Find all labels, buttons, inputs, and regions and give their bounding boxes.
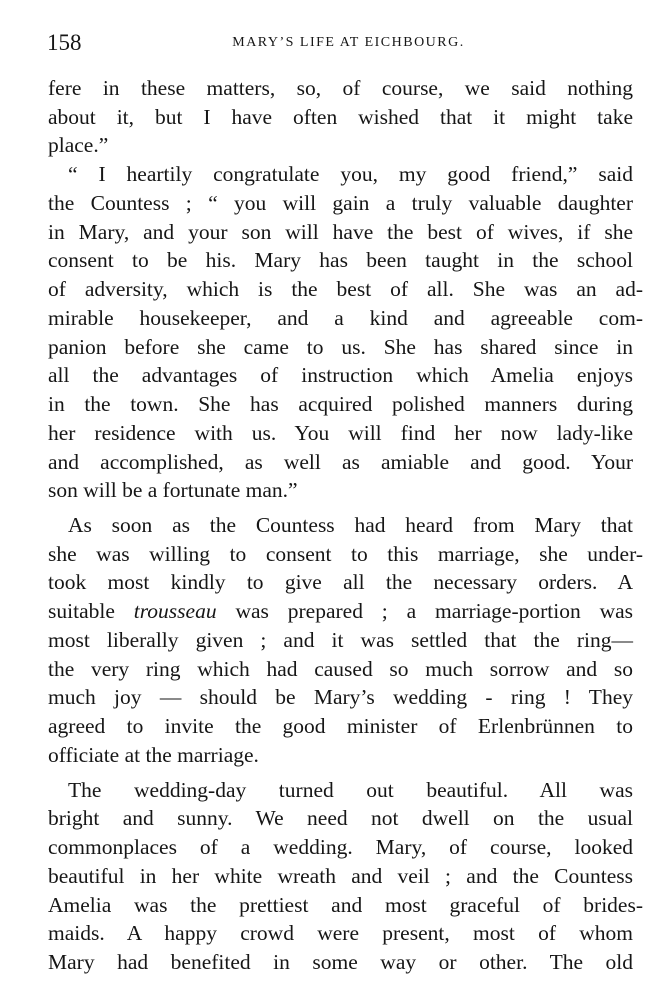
- paragraph: [48, 74, 633, 160]
- text-line: mirable housekeeper, and a kind and agreeable com-: [48, 305, 643, 330]
- text-line: all the advantages of instruction which Amelia enjoys: [48, 363, 633, 388]
- text-line: consent to be his. Mary has been taught in the school: [48, 248, 633, 273]
- text-line: [48, 597, 633, 626]
- text-line: much joy — should be Mary’s wedding - ring ! They: [48, 685, 633, 710]
- text-line: Amelia was the prettiest and most graceful of brides-: [48, 892, 643, 917]
- text-line: her residence with us. You will find her now lady-like: [48, 420, 633, 445]
- text-line: Mary had benefited in some way or other. The old: [48, 950, 633, 975]
- text-line: fere in these matters, so, of course, we said nothing: [48, 76, 633, 100]
- text-line: maids. A happy crowd were present, most of whom: [48, 921, 633, 946]
- text-line: and accomplished, as well as amiable and good. Your: [48, 449, 633, 474]
- page-number: 158: [47, 30, 82, 55]
- text-line: in the town. She has acquired polished manners during: [48, 392, 633, 417]
- text-line: panion before she came to us. She has shared since in: [48, 334, 633, 359]
- text-line: son will be a fortunate man.”: [48, 478, 298, 503]
- italic-word: trousseau: [133, 599, 217, 624]
- text-line: commonplaces of a wedding. Mary, of course, looked: [48, 835, 633, 860]
- text-run: was prepared ; a marriage-portion was: [216, 599, 634, 624]
- text-line: beautiful in her white wreath and veil ; and the Countess: [48, 863, 633, 888]
- text-line: the Countess ; “ you will gain a truly valuable daughter: [48, 190, 633, 215]
- text-line: “ I heartily congratulate you, my good friend,” said: [68, 162, 633, 187]
- text-run: suitable: [48, 599, 134, 624]
- text-line: As soon as the Countess had heard from Mary that: [68, 513, 633, 538]
- text-line: she was willing to consent to this marriage, she under-: [48, 541, 643, 566]
- text-line: agreed to invite the good minister of Erlenbrünnen to: [48, 714, 633, 739]
- text-line: The wedding-day turned out beautiful. All was: [68, 777, 633, 802]
- text-line: took most kindly to give all the necessary orders. A: [48, 570, 633, 595]
- text-line: the very ring which had caused so much sorrow and so: [48, 656, 633, 681]
- text-line: officiate at the marriage.: [48, 742, 259, 767]
- paragraph: [48, 160, 643, 505]
- text-line: of adversity, which is the best of all. She was an ad-: [48, 277, 643, 302]
- text-line: most liberally given ; and it was settled that the ring—: [48, 627, 633, 652]
- paragraph: [48, 776, 643, 977]
- text-line: bright and sunny. We need not dwell on the usual: [48, 806, 633, 831]
- paragraph: [48, 511, 643, 770]
- body-text: [48, 74, 643, 977]
- text-line: about it, but I have often wished that it might take: [48, 104, 633, 129]
- page-header: [0, 30, 667, 70]
- text-line: place.”: [48, 133, 109, 158]
- running-head: MARY’S LIFE AT EICHBOURG.: [232, 35, 465, 50]
- text-line: in Mary, and your son will have the best of wives, if she: [48, 219, 633, 244]
